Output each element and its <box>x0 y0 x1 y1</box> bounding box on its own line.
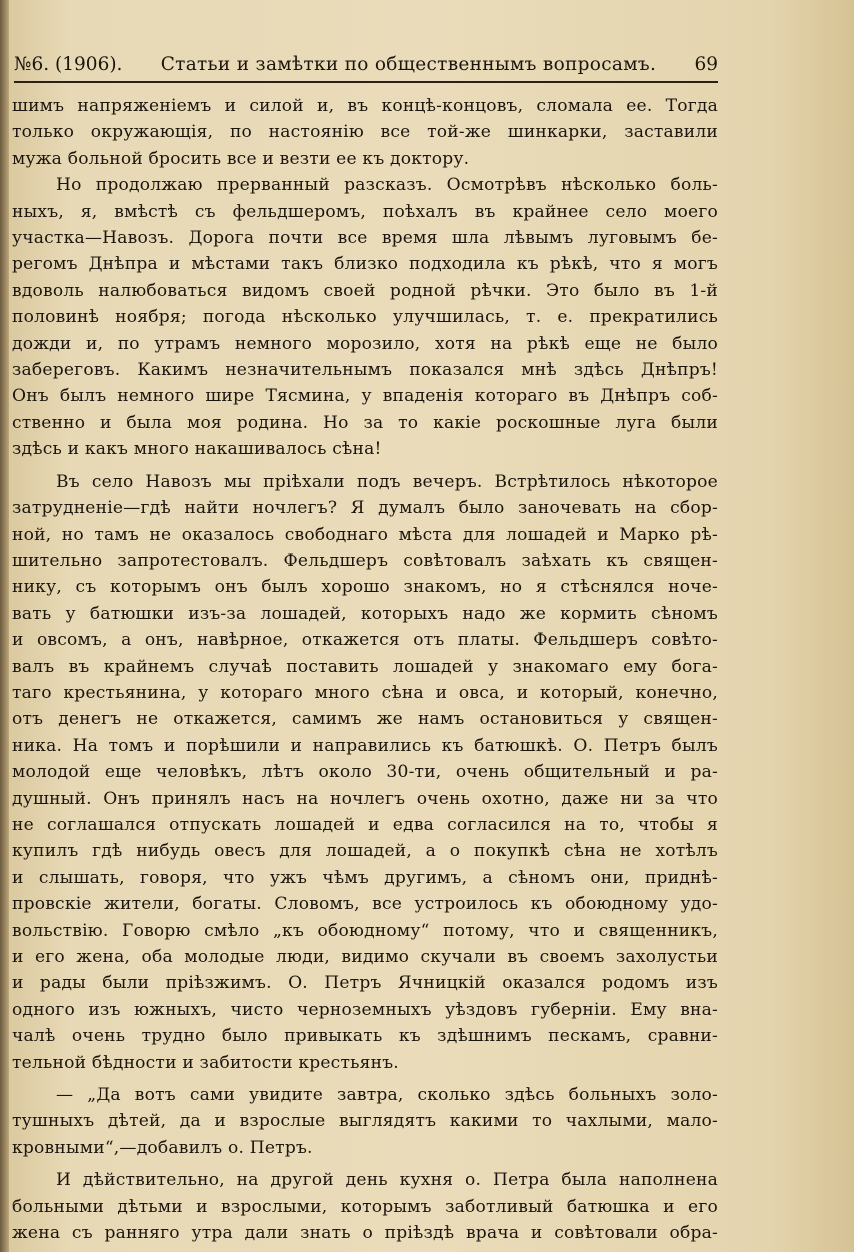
text-line: дожди и, по утрамъ немного морозило, хотя на рѣкѣ еще не было <box>12 333 718 354</box>
text-line: провскіе жители, богаты. Словомъ, все устроилось къ обоюдному удо- <box>12 894 718 915</box>
text-line: шимъ напряженіемъ и силой и, въ концѣ-концовъ, сломала ее. Тогда <box>12 96 718 116</box>
text-line: нику, съ которымъ онъ былъ хорошо знакомъ, но я стѣснялся ноче- <box>12 577 718 598</box>
text-line: купилъ гдѣ нибудь овесъ для лошадей, а о покупкѣ сѣна не хотѣлъ <box>12 841 718 862</box>
text-line: мужа больной бросить все и везти ее къ доктору. <box>12 148 470 169</box>
text-line: больными дѣтьми и взрослыми, которымъ заботливый батюшка и его <box>12 1196 718 1217</box>
text-line: и слышать, говоря, что ужъ чѣмъ другимъ, а сѣномъ они, приднѣ- <box>12 867 718 888</box>
text-line: Онъ былъ немного шире Тясмина, у впаденія котораго въ Днѣпръ соб- <box>12 386 718 407</box>
text-line: вольствію. Говорю смѣло „къ обоюдному“ потому, что и священникъ, <box>12 920 718 941</box>
text-line: затрудненіе—гдѣ найти ночлегъ? Я думалъ было заночевать на сбор- <box>12 498 718 519</box>
text-line: жена съ ранняго утра дали знать о пріѣздѣ врача и совѣтовали обра- <box>12 1223 718 1244</box>
paragraph-first-line: Но продолжаю прерванный разсказъ. Осмотрѣвъ нѣсколько боль- <box>56 175 718 196</box>
text-line: ственно и была моя родина. Но за то какіе роскошные луга были <box>12 412 718 433</box>
text-line: валъ въ крайнемъ случаѣ поставить лошадей у знакомаго ему бога- <box>12 656 718 677</box>
text-line: таго крестьянина, у котораго много сѣна и овса, и который, конечно, <box>12 682 718 703</box>
page-spine-edge <box>0 0 9 1252</box>
paragraph-first-line: Въ село Навозъ мы пріѣхали подъ вечеръ. Встрѣтилось нѣкоторое <box>56 471 718 492</box>
issue-number: №6. (1906). <box>14 54 123 75</box>
text-line: ныхъ, я, вмѣстѣ съ фельдшеромъ, поѣхалъ въ крайнее село моего <box>12 201 718 222</box>
section-title: Статьи и замѣтки по общественнымъ вопросамъ. <box>160 54 657 75</box>
text-line: ной, но тамъ не оказалось свободнаго мѣста для лошадей и Марко рѣ- <box>12 524 718 545</box>
text-line: и его жена, оба молодые люди, видимо скучали въ своемъ захолустьи <box>12 947 718 967</box>
paragraph-first-line: И дѣйствительно, на другой день кухня о. Петра была наполнена <box>56 1170 718 1191</box>
text-line: только окружающія, по настоянію все той-же шинкарки, заставили <box>12 122 718 143</box>
text-line: молодой еще человѣкъ, лѣтъ около 30-ти, очень общительный и ра- <box>12 762 718 783</box>
text-line: кровными“,—добавилъ о. Петръ. <box>12 1137 313 1158</box>
text-line: вдоволь налюбоваться видомъ своей родной рѣчки. Это было въ 1-й <box>12 280 718 301</box>
text-line: половинѣ ноября; погода нѣсколько улучшилась, т. е. прекратились <box>12 307 718 328</box>
text-line: не соглашался отпускать лошадей и едва согласился на то, чтобы я <box>12 814 718 835</box>
text-line: и овсомъ, а онъ, навѣрное, откажется отъ платы. Фельдшеръ совѣто- <box>12 630 718 651</box>
text-line: шительно запротестовалъ. Фельдшеръ совѣтовалъ заѣхать къ священ- <box>12 550 718 571</box>
text-line: здѣсь и какъ много накашивалось сѣна! <box>12 439 382 460</box>
text-line: забереговъ. Какимъ незначительнымъ показался мнѣ здѣсь Днѣпръ! <box>12 360 718 381</box>
text-line: тельной бѣдности и забитости крестьянъ. <box>12 1052 399 1073</box>
text-line: душный. Онъ принялъ насъ на ночлегъ очень охотно, даже ни за что <box>12 788 718 809</box>
text-line: вать у батюшки изъ-за лошадей, которыхъ надо же кормить сѣномъ <box>12 603 718 624</box>
text-line: тушныхъ дѣтей, да и взрослые выглядятъ какими то чахлыми, мало- <box>12 1111 718 1132</box>
running-header <box>14 52 718 83</box>
paragraph-first-line: — „Да вотъ сами увидите завтра, сколько здѣсь больныхъ золо- <box>56 1085 718 1106</box>
text-line: ника. На томъ и порѣшили и направились къ батюшкѣ. О. Петръ былъ <box>12 735 718 756</box>
text-line: чалѣ очень трудно было привыкать къ здѣшнимъ пескамъ, сравни- <box>12 1026 718 1047</box>
text-line: участка—Навозъ. Дорога почти все время шла лѣвымъ луговымъ бе- <box>12 228 718 249</box>
text-line: одного изъ южныхъ, чисто черноземныхъ уѣздовъ губерніи. Ему вна- <box>12 999 718 1020</box>
page-number: 69 <box>694 54 718 75</box>
body-text <box>12 93 718 1246</box>
text-line: регомъ Днѣпра и мѣстами такъ близко подходила къ рѣкѣ, что я могъ <box>12 254 718 275</box>
text-line: отъ денегъ не откажется, самимъ же намъ остановиться у священ- <box>12 709 718 730</box>
text-line: и рады были пріѣзжимъ. О. Петръ Ячницкій оказался родомъ изъ <box>12 973 718 994</box>
